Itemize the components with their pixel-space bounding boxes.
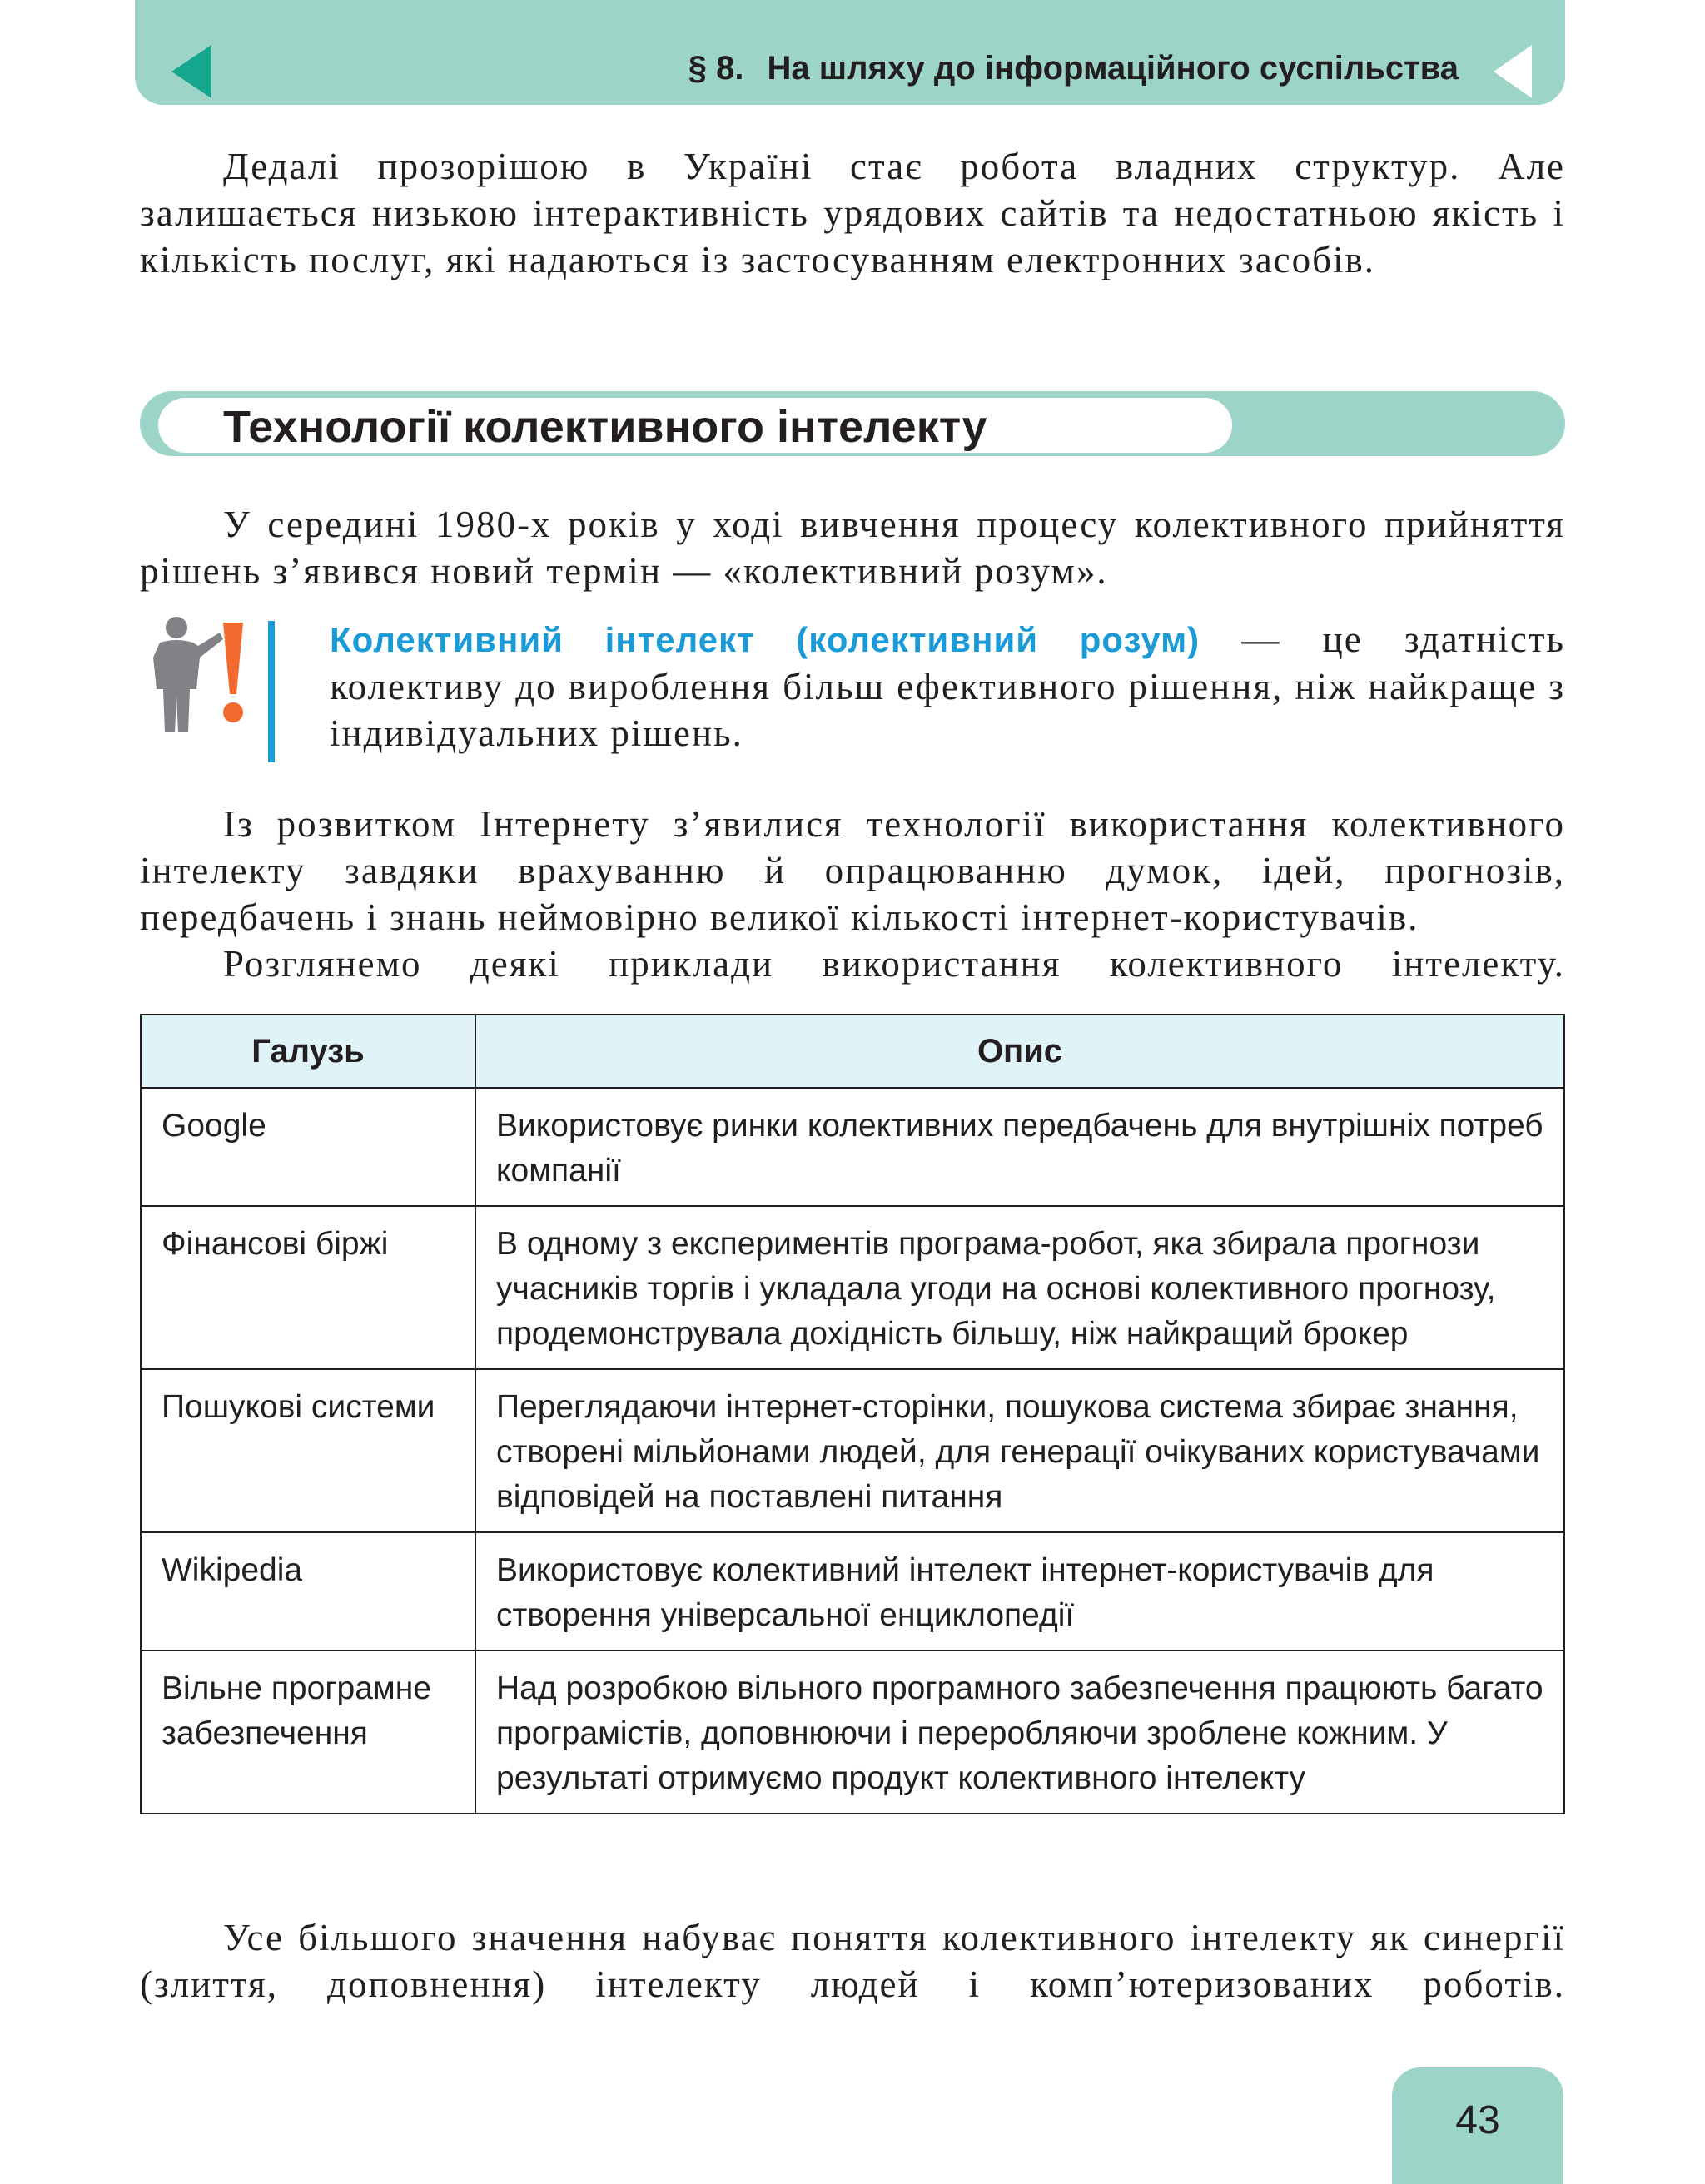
intro-text	[140, 143, 1565, 283]
header-title	[688, 50, 1459, 87]
definition-marker	[268, 621, 275, 762]
paragraph-block-1	[140, 501, 1565, 594]
column-header-field: Галузь	[141, 1015, 475, 1088]
row-field: Вільне програмне забезпечення	[141, 1650, 475, 1814]
paragraph-3: Розглянемо деякі приклади використання колективного інтелекту.	[223, 943, 1565, 985]
chapter-title: На шляху до інформаційного суспільства	[767, 50, 1459, 87]
row-description: Використовує ринки колективних передбачень для внутрішніх потреб компанії	[475, 1088, 1564, 1206]
table-row	[141, 1088, 1564, 1206]
definition-body: — це здатність колективу до вироблення більш ефективного рішення, ніж найкраще з індивідуальних рішень.	[330, 618, 1566, 754]
row-field: Фінансові біржі	[141, 1206, 475, 1369]
examples-table	[140, 1014, 1565, 1814]
row-field: Пошукові системи	[141, 1369, 475, 1532]
row-description: Переглядаючи інтернет-сторінки, пошукова система збирає знання, створені мільйонами людей, для генерації очікуваних користувачами відповідей на поставлені питання	[475, 1369, 1564, 1532]
page-number-tab	[1392, 2067, 1563, 2184]
paragraph-block-2	[140, 801, 1565, 987]
section-title: Технології колективного інтелекту	[223, 402, 987, 452]
section-heading-bar	[140, 391, 1565, 456]
person-exclamation-icon	[140, 616, 248, 732]
paragraph-4: Усе більшого значення набуває поняття колективного інтелекту як синергії (злиття, доповнення) інтелекту людей і комп’ютеризованих роботів.	[140, 1917, 1565, 2005]
row-field: Wikipedia	[141, 1532, 475, 1650]
paragraph-2: Із розвитком Інтернету з’явилися технології використання колективного інтелекту завдяки врахуванню й опрацюванню думок, ідей, прогнозів, передбачень і знань неймовірно великої кількості інтернет-користувачів.	[140, 803, 1565, 938]
page-header	[135, 0, 1565, 105]
paragraph-block-3	[140, 1914, 1565, 2008]
column-header-description: Опис	[475, 1015, 1564, 1088]
row-description: В одному з експериментів програма-робот, яка збирала прогнози учасників торгів і укладала угоди на основі колективного прогнозу, продемонструвала дохідність більшу, ніж найкращий брокер	[475, 1206, 1564, 1369]
row-description: Над розробкою вільного програмного забезпечення працюють багато програмістів, доповнюючи і переробляючи зроблене кожним. У результаті отримуємо продукт колективного інтелекту	[475, 1650, 1564, 1814]
table-row	[141, 1532, 1564, 1650]
next-page-icon[interactable]	[1494, 45, 1532, 98]
table-header-row	[141, 1015, 1564, 1088]
row-field: Google	[141, 1088, 475, 1206]
previous-page-icon[interactable]	[171, 45, 211, 98]
table-row	[141, 1206, 1564, 1369]
paragraph-1: У середині 1980-х років у ході вивчення процесу колективного прийняття рішень з’явився новий термін — «колективний розум».	[140, 504, 1565, 592]
definition-text	[330, 616, 1565, 757]
row-description: Використовує колективний інтелект інтернет-користувачів для створення універсальної енциклопедії	[475, 1532, 1564, 1650]
section-number: § 8.	[688, 50, 744, 87]
page-number: 43	[1455, 2098, 1500, 2142]
table-row	[141, 1650, 1564, 1814]
definition-block	[140, 616, 1565, 766]
definition-term: Колективний інтелект (колективний розум)	[330, 620, 1200, 659]
intro-paragraph: Дедалі прозорішою в Україні стає робота владних структур. Але залишається низькою інтерактивність урядових сайтів та недостатньою якість і кількість послуг, які надаються із застосуванням електронних засобів.	[140, 146, 1565, 280]
table-row	[141, 1369, 1564, 1532]
